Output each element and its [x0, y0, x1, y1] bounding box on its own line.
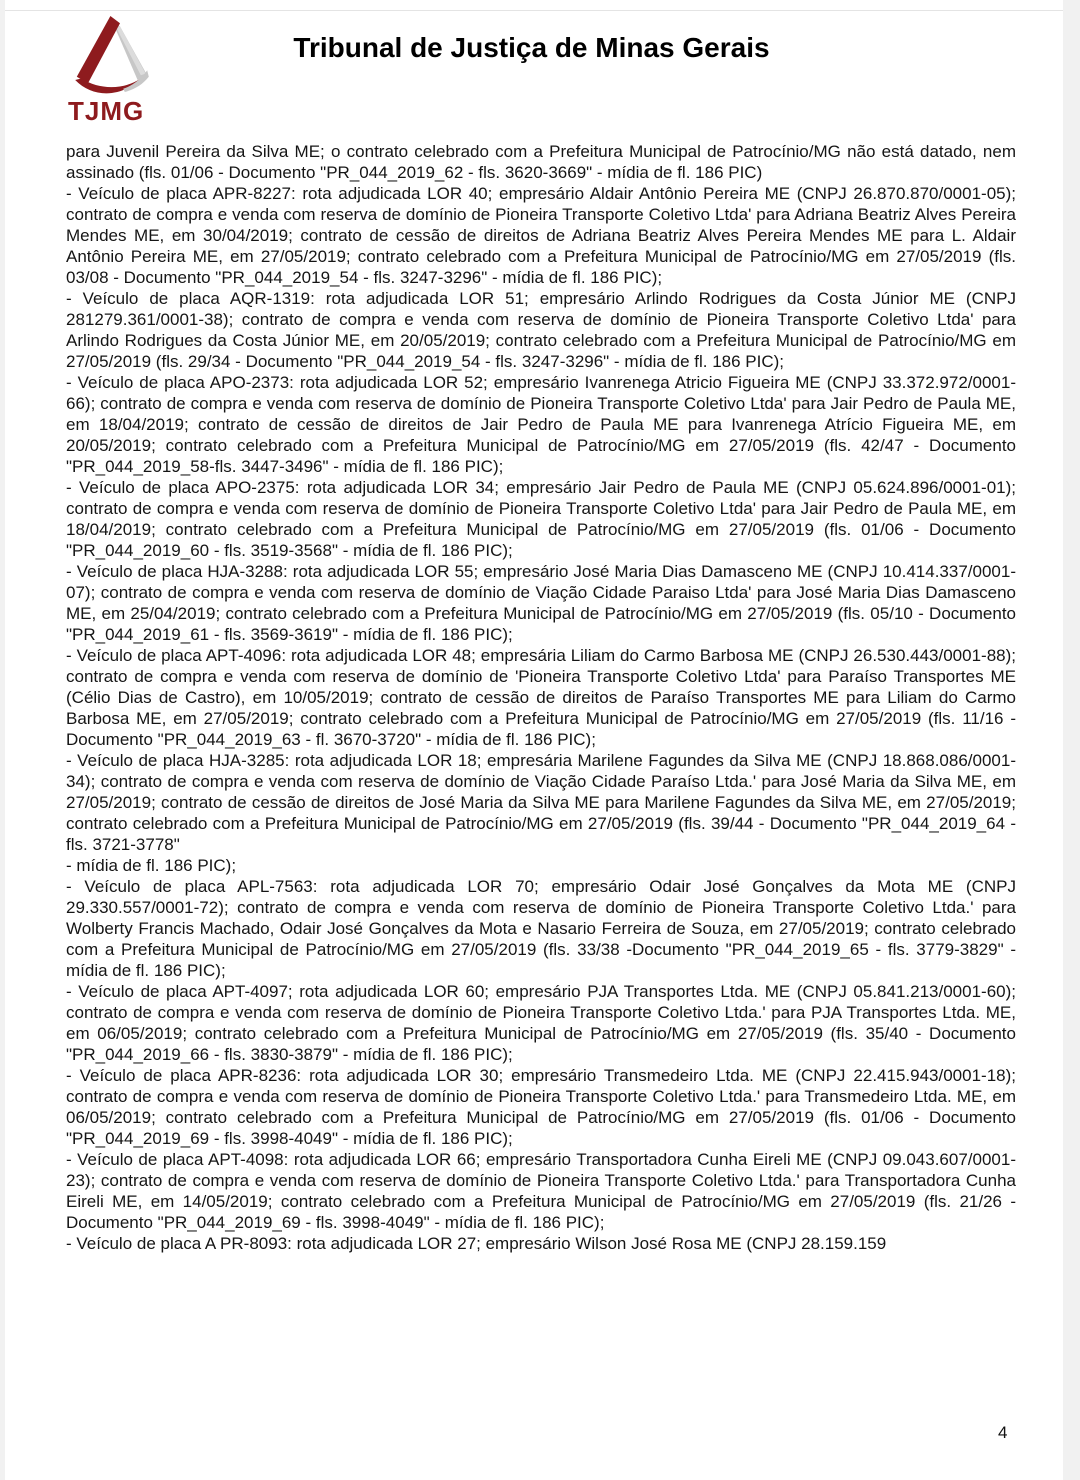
document-body: [66, 141, 1016, 1254]
body-paragraph: - Veículo de placa APR-8236: rota adjudicada LOR 30; empresário Transmedeiro Ltda. ME (CNPJ 22.415.943/0001-18); contrato de compra e venda com reserva de domínio de Pioneira Transporte Coletivo Ltda.' para Transmedeiro Ltda. ME, em 06/05/2019; contrato celebrado com a Prefeitura Municipal de Patrocínio/MG em 27/05/2019 (fls. 01/06 - Documento "PR_044_2019_69 - fls. 3998-4049" - mídia de fl. 186 PIC);: [66, 1066, 1016, 1148]
body-paragraph: - Veículo de placa HJA-3285: rota adjudicada LOR 18; empresária Marilene Fagundes da Silva ME (CNPJ 18.868.086/0001-34); contrato de compra e venda com reserva de domínio de Viação Cidade Paraíso Ltda.' para José Maria da Silva ME, em 27/05/2019; contrato de cessão de direitos de José Maria da Silva ME para Marilene Fagundes da Silva ME, em 27/05/2019; contrato celebrado com a Prefeitura Municipal de Patrocínio/MG em 27/05/2019 (fls. 39/44 - Documento "PR_044_2019_64 - fls. 3721-3778": [66, 751, 1016, 854]
body-paragraph: - Veículo de placa APR-8227: rota adjudicada LOR 40; empresário Aldair Antônio Pereira ME (CNPJ 26.870.870/0001-05); contrato de compra e venda com reserva de domínio de Pioneira Transporte Coletivo Ltda' para Adriana Beatriz Alves Pereira Mendes ME, em 30/04/2019; contrato de cessão de direitos de Adriana Beatriz Alves Pereira Mendes ME para L. Aldair Antônio Pereira ME, em 27/05/2019; contrato celebrado com a Prefeitura Municipal de Patrocínio/MG em 27/05/2019 (fls. 03/08 - Documento "PR_044_2019_54 - fls. 3247-3296" - mídia de fl. 186 PIC);: [66, 184, 1016, 287]
body-paragraph: para Juvenil Pereira da Silva ME; o contrato celebrado com a Prefeitura Municipal de Patrocínio/MG não está datado, nem assinado (fls. 01/06 - Documento "PR_044_2019_62 - fls. 3620-3669" - mídia de fl. 186 PIC): [66, 142, 1016, 182]
body-paragraph: - Veículo de placa APL-7563: rota adjudicada LOR 70; empresário Odair José Gonçalves da Mota ME (CNPJ 29.330.557/0001-72); contrato de compra e venda com reserva de domínio de Pioneira Transporte Coletivo Ltda.' para Wolberty Francis Machado, Odair José Gonçalves da Mota e Nasario Ferreira de Souza, em 27/05/2019; contrato celebrado com a Prefeitura Municipal de Patrocínio/MG em 27/05/2019 (fls. 33/38 -Documento "PR_044_2019_65 - fls. 3779-3829" - mídia de fl. 186 PIC);: [66, 877, 1016, 980]
page-edge-left: [0, 0, 5, 1480]
body-paragraph: - Veículo de placa APO-2373: rota adjudicada LOR 52; empresário Ivanrenega Atricio Figueira ME (CNPJ 33.372.972/0001-66); contrato de compra e venda com reserva de domínio de Pioneira Transporte Coletivo Ltda' para Jair Pedro de Paula ME, em 18/04/2019; contrato de cessão de direitos de Jair Pedro de Paula ME para Ivanrenega Atrício Figueira ME, em 20/05/2019; contrato celebrado com a Prefeitura Municipal de Patrocínio/MG em 27/05/2019 (fls. 42/47 - Documento "PR_044_2019_58-fls. 3447-3496" - mídia de fl. 186 PIC);: [66, 373, 1016, 476]
body-paragraph: - Veículo de placa HJA-3288: rota adjudicada LOR 55; empresário José Maria Dias Damasceno ME (CNPJ 10.414.337/0001-07); contrato de compra e venda com reserva de domínio de Viação Cidade Paraiso Ltda' para José Maria Dias Damasceno ME, em 25/04/2019; contrato celebrado com a Prefeitura Municipal de Patrocínio/MG em 27/05/2019 (fls. 05/10 - Documento "PR_044_2019_61 - fls. 3569-3619" - mídia de fl. 186 PIC);: [66, 562, 1016, 644]
body-paragraph: - Veículo de placa APT-4097; rota adjudicada LOR 60; empresário PJA Transportes Ltda. ME (CNPJ 05.841.213/0001-60); contrato de compra e venda com reserva de domínio de Pioneira Transporte Coletivo Ltda.' para PJA Transportes Ltda. ME, em 06/05/2019; contrato celebrado com a Prefeitura Municipal de Patrocínio/MG em 27/05/2019 (fls. 35/40 - Documento "PR_044_2019_66 - fls. 3830-3879" - mídia de fl. 186 PIC);: [66, 982, 1016, 1064]
body-paragraph: - mídia de fl. 186 PIC);: [66, 856, 237, 875]
body-paragraph: - Veículo de placa APO-2375: rota adjudicada LOR 34; empresário Jair Pedro de Paula ME (CNPJ 05.624.896/0001-01); contrato de compra e venda com reserva de domínio de Pioneira Transporte Coletivo Ltda' para Jair Pedro de Paula ME, em 18/04/2019; contrato celebrado com a Prefeitura Municipal de Patrocínio/MG em 27/05/2019 (fls. 01/06 - Documento "PR_044_2019_60 - fls. 3519-3568" - mídia de fl. 186 PIC);: [66, 478, 1016, 560]
header-divider: [5, 10, 1063, 11]
tjmg-logo-text: TJMG: [68, 96, 145, 126]
page-title: Tribunal de Justiça de Minas Gerais: [293, 32, 770, 63]
page-number: 4: [998, 1423, 1008, 1442]
body-paragraph: - Veículo de placa APT-4096: rota adjudicada LOR 48; empresária Liliam do Carmo Barbosa ME (CNPJ 26.530.443/0001-88); contrato de compra e venda com reserva de domínio de 'Pioneira Transporte Coletivo Ltda' para Paraíso Transportes ME (Célio Dias de Castro), em 10/05/2019; contrato de cessão de direitos de Paraíso Transportes ME para Liliam do Carmo Barbosa ME, em 27/05/2019; contrato celebrado com a Prefeitura Municipal de Patrocínio/MG em 27/05/2019 (fls. 11/16 - Documento "PR_044_2019_63 - fl. 3670-3720" - mídia de fl. 186 PIC);: [66, 646, 1016, 749]
body-paragraph: - Veículo de placa A PR-8093: rota adjudicada LOR 27; empresário Wilson José Rosa ME (CNPJ 28.159.159: [66, 1234, 887, 1253]
page-edge-right: [1063, 0, 1080, 1480]
body-paragraph: - Veículo de placa AQR-1319: rota adjudicada LOR 51; empresário Arlindo Rodrigues da Costa Júnior ME (CNPJ 281279.361/0001-38); contrato de compra e venda com reserva de domínio de Pioneira Transporte Coletivo Ltda' para Arlindo Rodrigues da Costa Júnior ME, em 20/05/2019; contrato celebrado com a Prefeitura Municipal de Patrocínio/MG em 27/05/2019 (fls. 29/34 - Documento "PR_044_2019_54 - fls. 3247-3296" - mídia de fl. 186 PIC);: [66, 289, 1016, 371]
body-paragraph: - Veículo de placa APT-4098: rota adjudicada LOR 66; empresário Transportadora Cunha Eireli ME (CNPJ 09.043.607/0001-23); contrato de compra e venda com reserva de domínio de Pioneira Transporte Coletivo Ltda.' para Transportadora Cunha Eireli ME, em 14/05/2019; contrato celebrado com a Prefeitura Municipal de Patrocínio/MG em 27/05/2019 (fls. 21/26 - Documento "PR_044_2019_69 - fls. 3998-4049" - mídia de fl. 186 PIC);: [66, 1150, 1016, 1232]
